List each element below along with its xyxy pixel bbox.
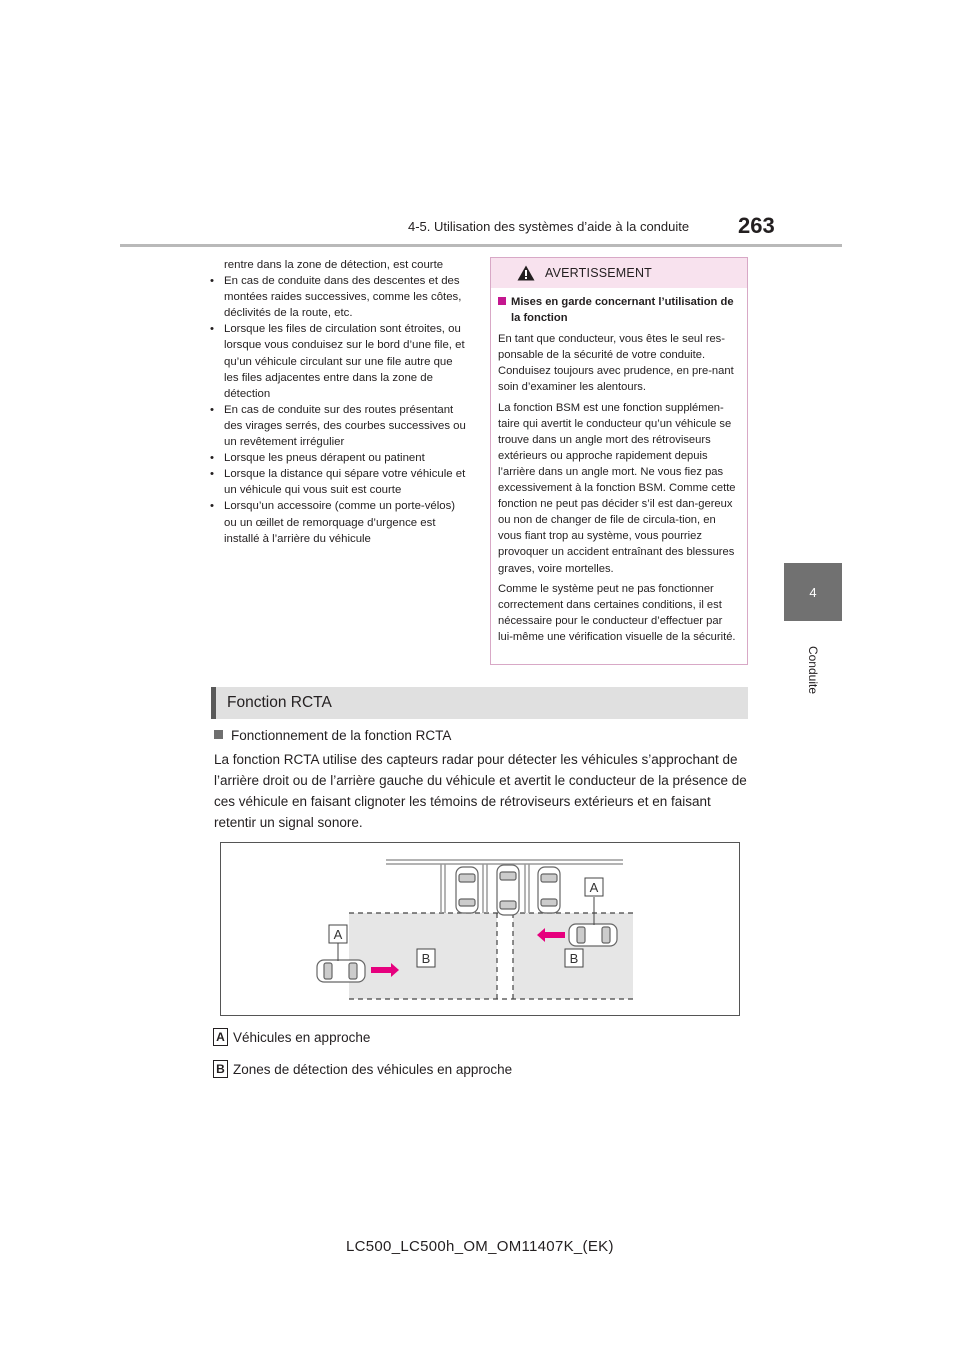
body-paragraph: La fonction RCTA utilise des capteurs radar pour détecter les véhicules s’approchant de l’arrière droit ou de l’arrière gauche du véhicule et avertit le conducteur de la présence de ces véhicule en faisant clignoter les témoins de rétroviseurs extérieurs et en faisant retentir un signal sonore.	[214, 752, 747, 830]
callout-a-right: A	[589, 880, 599, 895]
warning-paragraph: Comme le système peut ne pas fonctionner correctement dans certaines conditions, il est nécessaire pour le conducteur d’effectuer par lui-même une vérification visuelle de la sécurité.	[498, 582, 736, 643]
list-item: • Lorsque les files de circulation sont étroites, ou lorsque vous conduisez sur le bord d’une file, et qu’un véhicule circulant sur une file autre que les files adjacentes entre dans la zone de détection	[210, 323, 465, 400]
warning-subheading: Mises en garde concernant l’utilisation de la fonction	[498, 294, 739, 326]
rcta-diagram	[220, 842, 740, 1016]
list-item: rentre dans la zone de détection, est courte	[224, 259, 444, 271]
section-title: 4-5. Utilisation des systèmes d’aide à la conduite	[408, 219, 690, 234]
footer-document-code: LC500_LC500h_OM_OM11407K_(EK)	[346, 1238, 614, 1255]
page-number: 263	[738, 213, 775, 238]
warning-triangle-icon	[517, 265, 535, 281]
callout-b-left: B	[421, 951, 431, 966]
square-bullet-icon	[498, 297, 506, 305]
warning-box	[490, 257, 748, 665]
section-heading-bar	[211, 687, 748, 719]
warning-header	[491, 258, 747, 288]
warning-paragraph: En tant que conducteur, vous êtes le seul res-ponsable de la sécurité de votre conduite. Conduisez toujours avec prudence, en pre-nant soin d’examiner les alentours.	[498, 333, 734, 394]
section-title-rcta: Fonction RCTA	[227, 694, 332, 711]
warning-title: AVERTISSEMENT	[545, 266, 653, 280]
list-item: • Lorsqu’un accessoire (comme un porte-vélos) ou un œillet de remorquage d’urgence est installé à l’arrière du véhicule	[210, 500, 456, 545]
list-item: • Lorsque les pneus dérapent ou patinent	[210, 452, 425, 465]
list-item: • Lorsque la distance qui sépare votre véhicule et un véhicule qui vous suit est courte	[210, 468, 466, 497]
subheading: Fonctionnement de la fonction RCTA	[214, 728, 451, 743]
legend-item-a	[213, 1028, 370, 1046]
legend-text: Zones de détection des véhicules en approche	[233, 1061, 513, 1077]
header-divider	[120, 244, 842, 247]
warning-paragraph: La fonction BSM est une fonction supplémen-taire qui avertit le conducteur qu’un véhicule se trouve dans un angle mort des rétroviseurs extérieurs ou approche rapidement depuis l’arrière dans un angle mort. Ne vous fiez pas excessivement à la fonction BSM. Comme cette fonction ne peut pas décider s’il est dan-gereux ou non de changer de file de circula-tion, en vous fiant trop au système, vous pourriez provoquer un accident entraînant des blessures graves, voire mortelles.	[498, 401, 736, 575]
list-item: • En cas de conduite sur des routes présentant des virages serrés, des courbes successives ou un revêtement irrégulier	[210, 403, 466, 449]
callout-a-left: A	[333, 927, 343, 942]
list-item: • En cas de conduite dans des descentes et des montées raides successives, comme les côtes, déclivités de la route, etc.	[210, 275, 462, 320]
square-bullet-icon	[214, 730, 223, 739]
legend-item-b	[213, 1060, 512, 1078]
callout-b-right: B	[569, 951, 579, 966]
legend-badge-b: B	[213, 1060, 228, 1078]
legend-text: Véhicules en approche	[233, 1029, 371, 1045]
parking-illustration	[221, 843, 739, 1015]
warning-body	[491, 288, 747, 645]
legend-badge-a: A	[213, 1028, 228, 1046]
chapter-label: Conduite	[806, 645, 820, 695]
chapter-tab[interactable]: 4	[784, 563, 842, 621]
conditions-list	[210, 257, 470, 547]
